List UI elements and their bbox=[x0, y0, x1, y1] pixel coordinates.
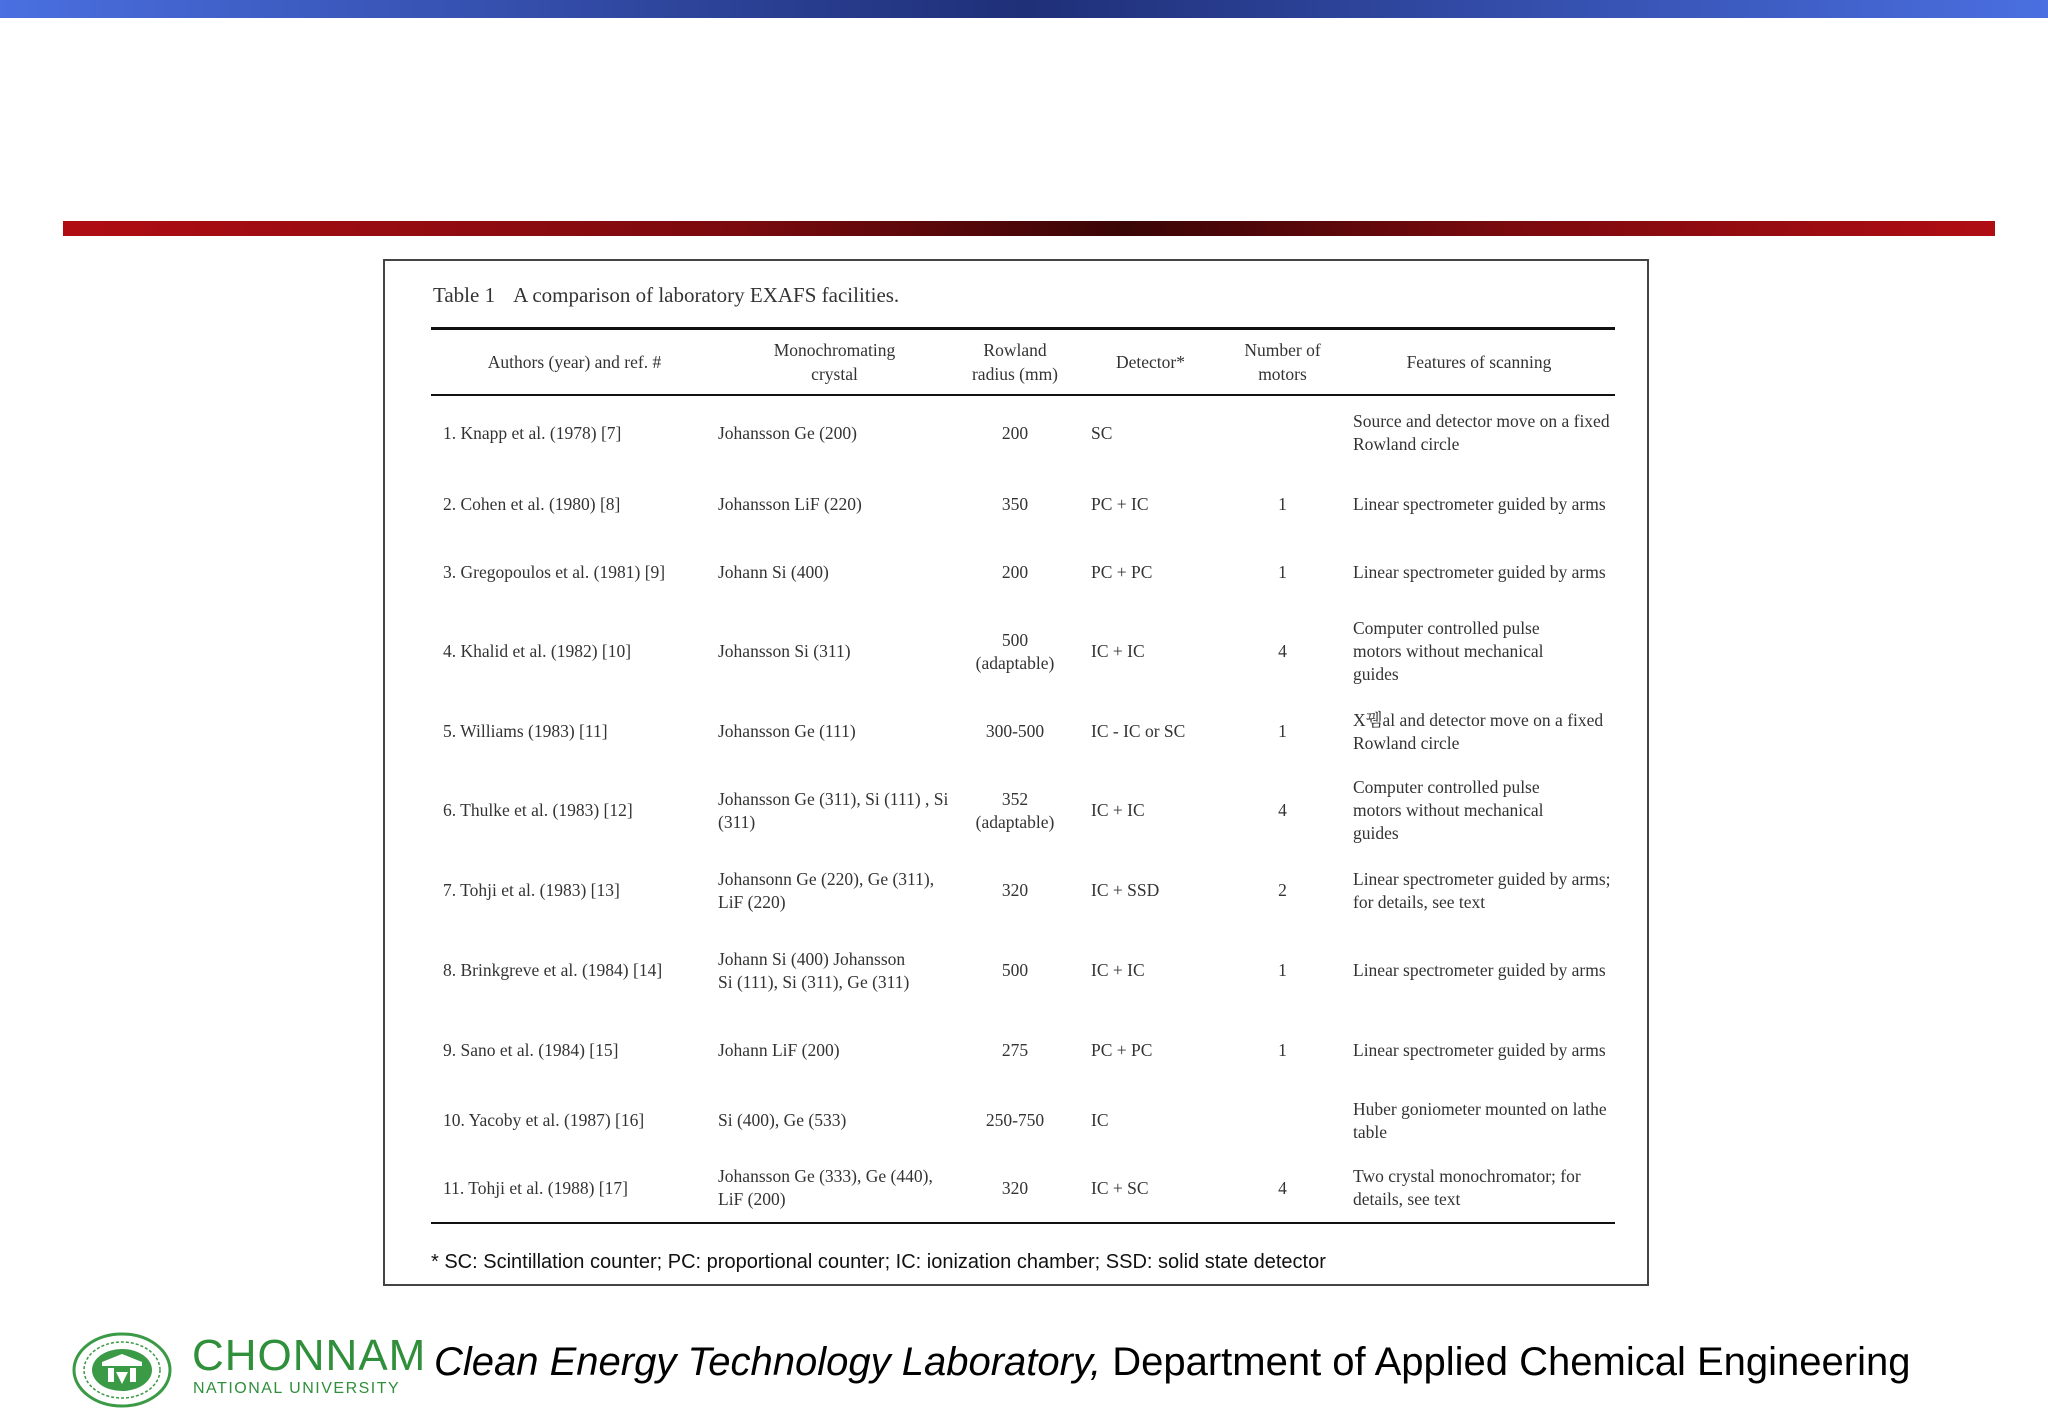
cell-detector: IC + SC bbox=[1091, 1177, 1149, 1198]
cell-crystal: Johansson Ge (111) bbox=[718, 721, 856, 741]
table-caption-text: A comparison of laboratory EXAFS facilities. bbox=[513, 283, 900, 307]
cell-authors: 3. Gregopoulos et al. (1981) [9] bbox=[443, 562, 666, 582]
cell-authors: 11. Tohji et al. (1988) [17] bbox=[443, 1177, 628, 1198]
table-row bbox=[431, 1015, 1615, 1087]
exafs-comparison-table bbox=[431, 327, 1615, 1224]
cell-authors: 2. Cohen et al. (1980) [8] bbox=[443, 494, 621, 514]
cell-detector: IC + IC bbox=[1091, 800, 1145, 820]
lab-name: Clean Energy Technology Laboratory, bbox=[434, 1340, 1102, 1384]
cell-detector: PC + IC bbox=[1091, 494, 1149, 514]
cell-authors: 9. Sano et al. (1984) [15] bbox=[443, 1040, 619, 1060]
cell-radius: 200 bbox=[1001, 422, 1029, 443]
cell-motors bbox=[1222, 1087, 1343, 1155]
cell-detector: IC + SSD bbox=[1091, 880, 1160, 900]
cell-authors: 8. Brinkgreve et al. (1984) [14] bbox=[443, 960, 663, 980]
cell-radius: 500 (adaptable) bbox=[975, 629, 1055, 673]
header-features: Features of scanning bbox=[1406, 351, 1552, 372]
cell-detector: IC bbox=[1091, 1110, 1109, 1130]
cell-motors: 2 bbox=[1278, 880, 1287, 900]
cell-authors: 5. Williams (1983) [11] bbox=[443, 721, 608, 741]
university-name: CHONNAM bbox=[192, 1331, 427, 1380]
cell-features: Computer controlled pulse motors without mechanical guides bbox=[1353, 777, 1544, 843]
cell-authors: 10. Yacoby et al. (1987) [16] bbox=[443, 1110, 645, 1130]
cell-authors: 7. Tohji et al. (1983) [13] bbox=[443, 880, 620, 900]
cell-crystal: Johansson Si (311) bbox=[718, 641, 851, 661]
cell-motors: 1 bbox=[1278, 562, 1287, 582]
cell-crystal: Johann Si (400) Johansson Si (111), Si (311), Ge (311) bbox=[718, 948, 910, 992]
cell-detector: IC - IC or SC bbox=[1091, 721, 1186, 741]
table-row bbox=[431, 395, 1615, 471]
cell-features: Two crystal monochromator; for details, see text bbox=[1353, 1166, 1581, 1209]
cell-detector: PC + PC bbox=[1091, 1040, 1153, 1060]
cell-detector: PC + PC bbox=[1091, 562, 1153, 582]
cell-crystal: Johansson LiF (220) bbox=[718, 494, 862, 514]
table-row bbox=[431, 767, 1615, 855]
table-image-frame bbox=[383, 259, 1649, 1286]
table-caption bbox=[433, 283, 899, 308]
university-seal-icon bbox=[72, 1332, 172, 1408]
cell-radius: 200 bbox=[1001, 562, 1029, 582]
cell-detector: IC + IC bbox=[1091, 641, 1145, 661]
cell-crystal: Johann Si (400) bbox=[718, 562, 829, 582]
cell-motors: 1 bbox=[1278, 494, 1287, 514]
cell-features: Linear spectrometer guided by arms bbox=[1353, 562, 1606, 582]
table-row bbox=[431, 607, 1615, 697]
header-authors: Authors (year) and ref. # bbox=[487, 351, 662, 372]
table-row bbox=[431, 539, 1615, 607]
cell-features: Source and detector move on a fixed Rowland circle bbox=[1353, 411, 1610, 454]
cell-features: Linear spectrometer guided by arms bbox=[1353, 960, 1606, 980]
university-subtitle: NATIONAL UNIVERSITY bbox=[193, 1380, 401, 1397]
header-radius: Rowland radius (mm) bbox=[971, 339, 1059, 384]
cell-crystal: Johansson Ge (200) bbox=[718, 422, 858, 443]
lab-affiliation bbox=[434, 1340, 1910, 1385]
cell-detector: SC bbox=[1091, 422, 1113, 443]
cell-motors: 4 bbox=[1278, 1177, 1287, 1198]
cell-motors: 1 bbox=[1278, 721, 1287, 741]
table-row bbox=[431, 927, 1615, 1015]
header-crystal: Monochromating crystal bbox=[773, 339, 896, 384]
cell-features: Huber goniometer mounted on lathe table bbox=[1353, 1098, 1607, 1142]
header-detector: Detector* bbox=[1116, 351, 1185, 372]
cell-motors: 4 bbox=[1278, 800, 1287, 820]
table-row bbox=[431, 697, 1615, 767]
cell-motors: 4 bbox=[1278, 641, 1287, 661]
table-footnote: * SC: Scintillation counter; PC: proportional counter; IC: ionization chamber; SSD: solid state detector bbox=[431, 1251, 1326, 1273]
cell-features: Computer controlled pulse motors without mechanical guides bbox=[1353, 618, 1544, 684]
header-motors: Number of motors bbox=[1244, 339, 1321, 384]
cell-motors: 1 bbox=[1278, 1040, 1287, 1060]
cell-radius: 320 bbox=[1001, 880, 1029, 900]
cell-detector: IC + IC bbox=[1091, 960, 1145, 980]
cell-authors: 6. Thulke et al. (1983) [12] bbox=[443, 800, 633, 820]
cell-crystal: Si (400), Ge (533) bbox=[718, 1110, 847, 1130]
cell-radius: 352 (adaptable) bbox=[975, 788, 1055, 832]
cell-radius: 275 bbox=[1001, 1040, 1029, 1060]
cell-radius: 350 bbox=[1001, 494, 1029, 514]
table-row bbox=[431, 1155, 1615, 1223]
table-row bbox=[431, 855, 1615, 927]
table-caption-label: Table 1 bbox=[433, 283, 496, 307]
cell-features: X뀀al and detector move on a fixed Rowland circle bbox=[1353, 709, 1604, 753]
cell-radius: 250-750 bbox=[985, 1110, 1045, 1130]
cell-crystal: Johansonn Ge (220), Ge (311), LiF (220) bbox=[718, 868, 935, 912]
cell-features: Linear spectrometer guided by arms; for details, see text bbox=[1353, 868, 1611, 912]
cell-radius: 500 bbox=[1001, 960, 1029, 980]
cell-features: Linear spectrometer guided by arms bbox=[1353, 494, 1606, 514]
cell-crystal: Johansson Ge (333), Ge (440), LiF (200) bbox=[718, 1166, 933, 1209]
table-header-row bbox=[431, 329, 1615, 395]
cell-authors: 1. Knapp et al. (1978) [7] bbox=[443, 422, 622, 443]
department-name: Department of Applied Chemical Engineering bbox=[1101, 1340, 1911, 1384]
cell-authors: 4. Khalid et al. (1982) [10] bbox=[443, 641, 632, 661]
cell-features: Linear spectrometer guided by arms bbox=[1353, 1040, 1606, 1060]
cell-crystal: Johann LiF (200) bbox=[718, 1040, 840, 1060]
cell-radius: 320 bbox=[1001, 1177, 1029, 1198]
top-accent-bar bbox=[0, 0, 2048, 18]
table-wrapper bbox=[431, 327, 1615, 1224]
cell-crystal: Johansson Ge (311), Si (111) , Si (311) bbox=[718, 788, 949, 832]
cell-motors bbox=[1222, 395, 1343, 471]
cell-motors: 1 bbox=[1278, 960, 1287, 980]
slide-footer bbox=[0, 1320, 2048, 1418]
table-row bbox=[431, 1087, 1615, 1155]
table-row bbox=[431, 471, 1615, 539]
title-divider-rule bbox=[63, 221, 1995, 236]
cell-radius: 300-500 bbox=[985, 721, 1045, 741]
